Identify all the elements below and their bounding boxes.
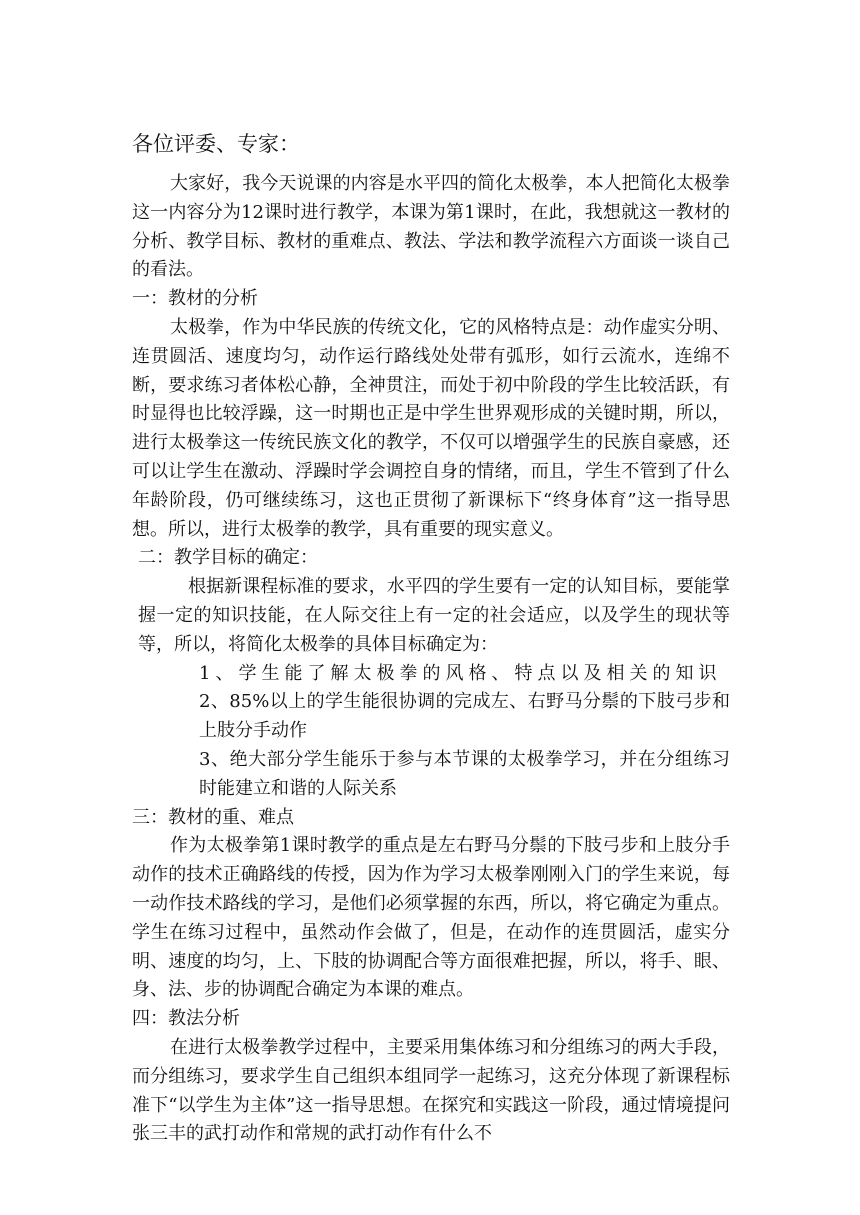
section-body-1: 太极拳，作为中华民族的传统文化，它的风格特点是：动作虚实分明、连贯圆活、速度均匀，动作运行路线处处带有弧形，如行云流水，连绵不断，要求练习者体松心静，全神贯注，而处于初中阶段的学生比较活跃，有时显得也比较浮躁，这一时期也正是中学生世界观形成的关键时期，所以，进行太极拳这一传统民族文化的教学，不仅可以增强学生的民族自豪感，还可以让学生在激动、浮躁时学会调控自身的情绪，而且，学生不管到了什么年龄阶段，仍可继续练习，这也正贯彻了新课标下“终身体育”这一指导思想。所以，进行太极拳的教学，具有重要的现实意义。 — [132, 316, 730, 540]
goal-item-2: 2、85%以上的学生能很协调的完成左、右野马分鬃的下肢弓步和上肢分手动作 — [199, 691, 730, 742]
goal-item-3: 3、绝大部分学生能乐于参与本节课的太极拳学习，并在分组练习时能建立和谐的人际关系 — [199, 748, 730, 799]
section-heading-1: 一：教材的分析 — [132, 288, 258, 310]
section-body-3: 作为太极拳第1课时教学的重点是左右野马分鬃的下肢弓步和上肢分手动作的技术正确路线的传授，因为作为学习太极拳刚刚入门的学生来说，每一动作技术路线的学习，是他们必须掌握的东西，所以，将它确定为重点。学生在练习过程中，虽然动作会做了，但是，在动作的连贯圆活，虚实分明、速度的均匀，上、下肢的协调配合等方面很难把握，所以，将手、眼、身、法、步的协调配合确定为本课的难点。 — [132, 835, 730, 1001]
document-page — [132, 128, 730, 1149]
section-body-2: 根据新课程标准的要求，水平四的学生要有一定的认知目标，要能掌握一定的知识技能，在人际交往上有一定的社会适应，以及学生的现状等等，所以，将简化太极拳的具体目标确定为： — [138, 576, 730, 655]
goal-item-1: 1、学生能了解太极拳的风格、特点以及相关的知识 — [199, 662, 722, 684]
section-heading-2: 二：教学目标的确定： — [138, 547, 318, 569]
section-body-4: 在进行太极拳教学过程中，主要采用集体练习和分组练习的两大手段，而分组练习，要求学生自己组织本组同学一起练习，这充分体现了新课程标准下“以学生为主体”这一指导思想。在探究和实践这一阶段，通过情境提问张三丰的武打动作和常规的武打动作有什么不 — [132, 1036, 730, 1145]
section-2-block — [132, 573, 730, 659]
section-heading-4: 四：教法分析 — [132, 1008, 240, 1030]
section-heading-3: 三：教材的重、难点 — [132, 806, 294, 828]
greeting: 各位评委、专家： — [132, 132, 300, 156]
intro-paragraph: 大家好，我今天说课的内容是水平四的简化太极拳，本人把简化太极拳这一内容分为12课时进行教学，本课为第1课时，在此，我想就这一教材的分析、教学目标、教材的重难点、教法、学法和教学流程六方面谈一谈自己的看法。 — [132, 173, 730, 281]
